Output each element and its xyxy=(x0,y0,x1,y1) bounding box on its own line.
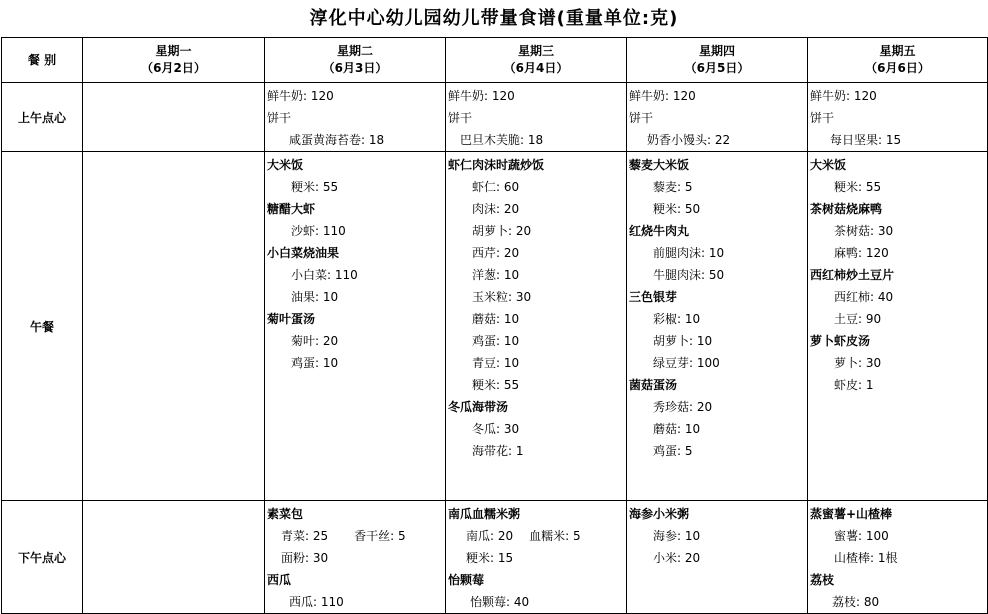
ingredient-line: 沙虾: 110 xyxy=(291,224,346,238)
morning-thursday-cell xyxy=(627,83,808,152)
dish-name: 藜麦大米饭 xyxy=(629,158,690,172)
dish-name: 西瓜 xyxy=(267,573,292,587)
morning-snack-row xyxy=(2,83,988,152)
dish-name: 大米饭 xyxy=(810,158,847,172)
food-item: 饼干 xyxy=(267,111,292,125)
ingredient-line: 肉沫: 20 xyxy=(472,202,520,216)
lunch-monday-cell xyxy=(83,152,265,501)
ingredient-line: 鸡蛋: 10 xyxy=(472,334,520,348)
menu-table xyxy=(1,37,988,614)
page-title: 淳化中心幼儿园幼儿带量食谱(重量单位:克) xyxy=(309,8,679,29)
ingredient-line: 南瓜: 20 血糯米: 5 xyxy=(466,529,581,543)
ingredient-line: 虾仁: 60 xyxy=(472,180,520,194)
ingredient-line: 虾皮: 1 xyxy=(834,378,874,392)
ingredient-line: 面粉: 30 xyxy=(281,551,329,565)
ingredient-line: 胡萝卜: 20 xyxy=(472,224,532,238)
food-item: 饼干 xyxy=(810,111,835,125)
ingredient-line: 粳米: 55 xyxy=(291,180,339,194)
ingredient-line: 粳米: 55 xyxy=(834,180,882,194)
ingredient-line: 洋葱: 10 xyxy=(472,268,520,282)
dish-name: 糖醋大虾 xyxy=(267,202,316,216)
dish-name: 红烧牛肉丸 xyxy=(629,224,690,238)
dish-name: 海参小米粥 xyxy=(629,507,690,521)
morning-tuesday-cell xyxy=(265,83,446,152)
ingredient-line: 海参: 10 xyxy=(653,529,701,543)
afternoon-friday-cell xyxy=(808,501,988,614)
ingredient-line: 山楂棒: 1根 xyxy=(834,551,898,565)
ingredient-line: 西芹: 20 xyxy=(472,246,520,260)
dish-name: 素菜包 xyxy=(267,507,304,521)
ingredient-line: 麻鸭: 120 xyxy=(834,246,889,260)
dish-name: 怡颗莓 xyxy=(448,573,485,587)
ingredient-line: 菊叶: 20 xyxy=(291,334,339,348)
afternoon-tuesday-cell xyxy=(265,501,446,614)
food-item: 鲜牛奶: 120 xyxy=(810,89,877,103)
food-item: 咸蛋黄海苔卷: 18 xyxy=(289,133,385,147)
dish-name: 菌菇蛋汤 xyxy=(629,378,678,392)
ingredient-line: 彩椒: 10 xyxy=(653,312,701,326)
row-label-afternoon: 下午点心 xyxy=(2,501,83,614)
ingredient-line: 蘑菇: 10 xyxy=(653,422,701,436)
ingredient-line: 绿豆芽: 100 xyxy=(653,356,720,370)
ingredient-line: 小白菜: 110 xyxy=(291,268,358,282)
food-item: 每日坚果: 15 xyxy=(830,133,902,147)
header-row xyxy=(2,38,988,83)
food-item: 巴旦木芙脆: 18 xyxy=(460,133,544,147)
day-header-friday: 星期五 （6月6日） xyxy=(808,38,988,83)
day-header-wednesday: 星期三 （6月4日） xyxy=(446,38,627,83)
food-item: 鲜牛奶: 120 xyxy=(448,89,515,103)
ingredient-line: 粳米: 50 xyxy=(653,202,701,216)
day-header-tuesday: 星期二 （6月3日） xyxy=(265,38,446,83)
ingredient-line: 海带花: 1 xyxy=(472,444,524,458)
ingredient-line: 鸡蛋: 10 xyxy=(291,356,339,370)
dish-name: 冬瓜海带汤 xyxy=(448,400,509,414)
ingredient-line: 蘑菇: 10 xyxy=(472,312,520,326)
dish-name: 菊叶蛋汤 xyxy=(267,312,316,326)
ingredient-line: 蜜薯: 100 xyxy=(834,529,889,543)
ingredient-line: 青豆: 10 xyxy=(472,356,520,370)
lunch-row xyxy=(2,152,988,501)
dish-name: 大米饭 xyxy=(267,158,304,172)
afternoon-monday-cell xyxy=(83,501,265,614)
afternoon-thursday-cell xyxy=(627,501,808,614)
ingredient-line: 土豆: 90 xyxy=(834,312,882,326)
food-item: 饼干 xyxy=(448,111,473,125)
ingredient-line: 小米: 20 xyxy=(653,551,701,565)
ingredient-line: 玉米粒: 30 xyxy=(472,290,532,304)
ingredient-line: 萝卜: 30 xyxy=(834,356,882,370)
dish-name: 南瓜血糯米粥 xyxy=(448,507,521,521)
ingredient-line: 秀珍菇: 20 xyxy=(653,400,713,414)
ingredient-line: 青菜: 25 香干丝: 5 xyxy=(281,529,406,543)
day-header-monday: 星期一 （6月2日） xyxy=(83,38,265,83)
ingredient-line: 油果: 10 xyxy=(291,290,339,304)
ingredient-line: 冬瓜: 30 xyxy=(472,422,520,436)
ingredient-line: 胡萝卜: 10 xyxy=(653,334,713,348)
afternoon-snack-row xyxy=(2,501,988,614)
dish-name: 荔枝 xyxy=(810,573,835,587)
ingredient-line: 荔枝: 80 xyxy=(832,595,880,609)
dish-name: 茶树菇烧麻鸭 xyxy=(810,202,883,216)
food-item: 鲜牛奶: 120 xyxy=(267,89,334,103)
food-item: 鲜牛奶: 120 xyxy=(629,89,696,103)
dish-name: 蒸蜜薯+山楂棒 xyxy=(810,507,893,521)
dish-name: 萝卜虾皮汤 xyxy=(810,334,871,348)
morning-friday-cell xyxy=(808,83,988,152)
day-header-thursday: 星期四 （6月5日） xyxy=(627,38,808,83)
morning-wednesday-cell xyxy=(446,83,627,152)
lunch-thursday-cell xyxy=(627,152,808,501)
afternoon-wednesday-cell xyxy=(446,501,627,614)
ingredient-line: 粳米: 15 xyxy=(466,551,514,565)
row-label-lunch: 午餐 xyxy=(2,152,83,501)
morning-monday-cell xyxy=(83,83,265,152)
food-item: 饼干 xyxy=(629,111,654,125)
lunch-friday-cell xyxy=(808,152,988,501)
ingredient-line: 藜麦: 5 xyxy=(653,180,693,194)
row-label-morning: 上午点心 xyxy=(2,83,83,152)
lunch-tuesday-cell xyxy=(265,152,446,501)
ingredient-line: 前腿肉沫: 10 xyxy=(653,246,725,260)
ingredient-line: 西瓜: 110 xyxy=(289,595,344,609)
dish-name: 三色银芽 xyxy=(629,290,678,304)
ingredient-line: 粳米: 55 xyxy=(472,378,520,392)
meal-column-header: 餐 别 xyxy=(2,38,83,83)
food-item: 奶香小馒头: 22 xyxy=(647,133,731,147)
ingredient-line: 茶树菇: 30 xyxy=(834,224,894,238)
dish-name: 西红柿炒土豆片 xyxy=(810,268,895,282)
dish-name: 虾仁肉沫时蔬炒饭 xyxy=(448,158,545,172)
ingredient-line: 怡颗莓: 40 xyxy=(470,595,530,609)
ingredient-line: 西红柿: 40 xyxy=(834,290,894,304)
ingredient-line: 牛腿肉沫: 50 xyxy=(653,268,725,282)
lunch-wednesday-cell xyxy=(446,152,627,501)
dish-name: 小白菜烧油果 xyxy=(267,246,340,260)
ingredient-line: 鸡蛋: 5 xyxy=(653,444,693,458)
